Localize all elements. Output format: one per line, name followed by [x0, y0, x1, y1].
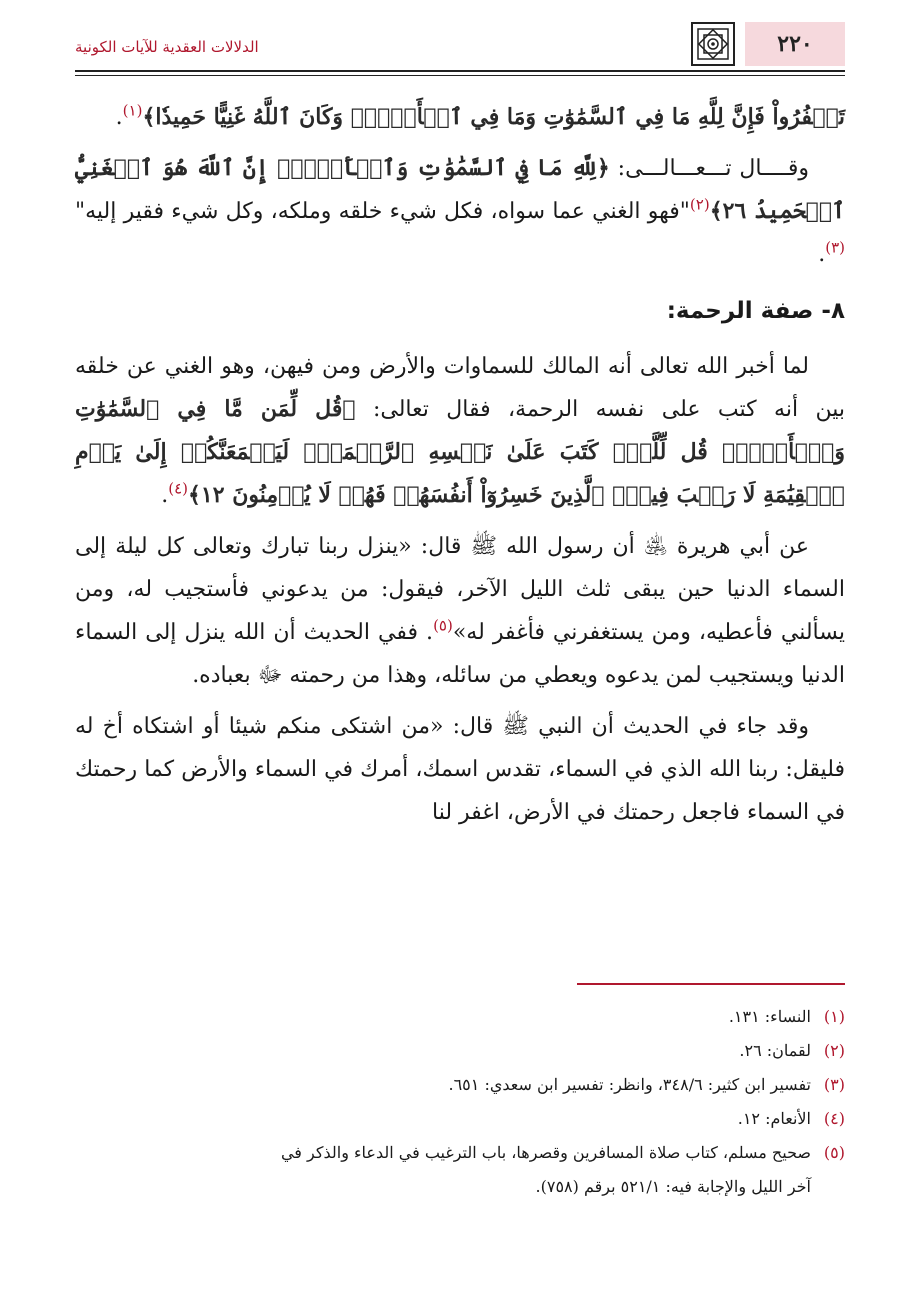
footnote-text: الأنعام: ١٢.	[737, 1109, 811, 1128]
footnote-item	[75, 1136, 845, 1170]
footnote-ref[interactable]: (٤)	[168, 479, 188, 498]
text: .	[818, 242, 826, 267]
text: .	[115, 105, 123, 130]
text: .	[161, 483, 169, 508]
quran-verse: ﴿قُل لِّمَن مَّا فِي ٱلسَّمَٰوَٰتِ وَٱلۡأَرۡضِۖ قُل لِّلَّهِۚ كَتَبَ عَلَىٰ نَفۡسِهِ ٱلرَّحۡمَةَۚ لَيَجۡمَعَنَّكُمۡ إِلَىٰ يَوۡمِ ٱلۡقِيَٰمَةِ لَا رَيۡبَ فِيهِۚ ٱلَّذِينَ خَسِرُوٓاْ أَنفُسَهُمۡ فَهُمۡ لَا يُؤۡمِنُونَ ١٢﴾	[75, 396, 845, 508]
main-text	[75, 96, 845, 842]
footnote-ref[interactable]: (١)	[122, 101, 143, 120]
footnote-item	[75, 1102, 845, 1136]
paragraph-4	[75, 525, 845, 697]
footnote-text: النساء: ١٣١.	[728, 1007, 811, 1026]
footnote-number: (٢)	[823, 1041, 845, 1060]
paragraph-3	[75, 345, 845, 517]
footnote-text: تفسير ابن كثير: ٣٤٨/٦، وانظر: تفسير ابن سعدي: ٦٥١.	[448, 1075, 811, 1094]
footnote-ref[interactable]: (٣)	[825, 238, 845, 257]
quran-verse: تَكۡفُرُواْ فَإِنَّ لِلَّهِ مَا فِي ٱلسَّمَٰوَٰتِ وَمَا فِي ٱلۡأَرۡضِۚ وَكَانَ ٱللَّهُ غَنِيًّا حَمِيدٗا﴾	[142, 104, 845, 130]
footnote-continuation: آخر الليل والإجابة فيه: ٥٢١/١ برقم (٧٥٨).	[535, 1177, 811, 1196]
footnote-separator	[577, 983, 845, 985]
page-number: ٢٢٠	[745, 22, 845, 66]
footnote-number: (٥)	[823, 1143, 845, 1162]
islamic-ornament-icon	[691, 22, 735, 66]
text: لما أخبر الله تعالى أنه المالك للسماوات والأرض ومن فيهن، وهو الغني عن خلقه بين أنه كتب على نفسه الرحمة، فقال تعالى:	[75, 354, 845, 422]
footnote-number: (٤)	[823, 1109, 845, 1128]
paragraph-5	[75, 705, 845, 834]
footnote-item	[75, 1000, 845, 1034]
text: عن أبي هريرة ﵁ أن رسول الله ﷺ قال: «ينزل ربنا تبارك وتعالى كل ليلة إلى السماء الدنيا حين يبقى ثلث الليل الآخر، فيقول: من يدعوني فأستجيب له، ومن يسألني فأعطيه، ومن يستغفرني فأغفر له»	[75, 534, 846, 645]
header-rule-thin	[75, 75, 845, 76]
footnote-ref[interactable]: (٥)	[433, 616, 453, 635]
page-header	[75, 22, 845, 68]
quran-verse: ﴿لِلَّهِ مَا فِي ٱلسَّمَٰوَٰتِ وَٱلۡأَرۡضِۚ إِنَّ ٱللَّهَ هُوَ ٱلۡغَنِيُّ ٱلۡحَمِيدُ ٢٦﴾	[75, 155, 845, 224]
footnote-item	[75, 1034, 845, 1068]
paragraph-2	[75, 147, 845, 276]
text: . ففي الحديث أن الله ينزل إلى السماء الدنيا ويستجيب لمن يدعوه ويعطي من سائله، وهذا من رحمته ﷻ بعباده.	[75, 620, 845, 688]
footnote-ref[interactable]: (٢)	[689, 195, 710, 214]
text: "فهو الغني عما سواه، فكل شيء خلقه وملكه، وكل شيء فقير إليه"	[75, 199, 690, 224]
footnote-number: (٣)	[823, 1075, 845, 1094]
footnote-text: صحيح مسلم، كتاب صلاة المسافرين وقصرها، باب الترغيب في الدعاء والذكر في	[280, 1143, 811, 1162]
header-rule	[75, 70, 845, 72]
section-heading: ٨- صفة الرحمة:	[666, 298, 845, 324]
footnotes	[75, 1000, 845, 1204]
running-title: الدلالات العقدية للآيات الكونية	[75, 38, 259, 56]
footnote-number: (١)	[823, 1007, 845, 1026]
text: وقــــال تـــعـــالـــى:	[609, 156, 809, 181]
paragraph-1	[75, 96, 845, 139]
footnote-text: لقمان: ٢٦.	[739, 1041, 811, 1060]
text: وقد جاء في الحديث أن النبي ﷺ قال: «من اشتكى منكم شيئا أو اشتكاه أخ له فليقل: ربنا الله الذي في السماء، تقدس اسمك، أمرك في السماء والأرض كما رحمتك في السماء فاجعل رحمتك في الأرض، اغفر لنا	[75, 714, 845, 825]
footnote-item	[75, 1068, 845, 1102]
